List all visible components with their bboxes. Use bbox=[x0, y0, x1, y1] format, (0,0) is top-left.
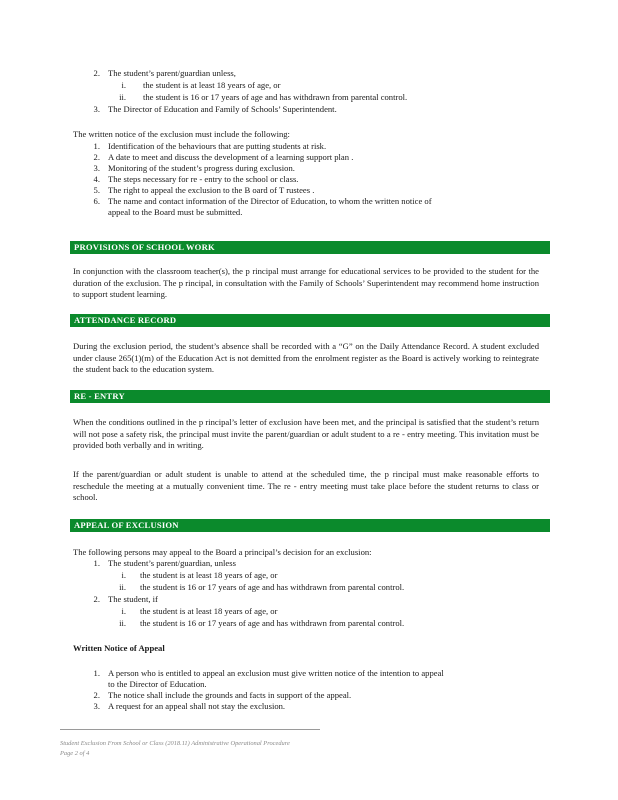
sublist-item-text: the student is 16 or 17 years of age and has withdrawn from parental control. bbox=[143, 92, 408, 102]
list-number: 2. bbox=[93, 152, 100, 162]
list-item-text: The student’s parent/guardian, unless bbox=[108, 558, 236, 568]
list-number: 1. bbox=[93, 668, 100, 678]
sublist-number: i. bbox=[121, 80, 126, 90]
sublist-item-text: the student is 16 or 17 years of age and has withdrawn from parental control. bbox=[140, 618, 405, 628]
section-heading-appeal bbox=[70, 519, 550, 532]
list-item-text: The Director of Education and Family of Schools’ Superintendent. bbox=[108, 104, 337, 114]
list-number: 2. bbox=[93, 594, 100, 604]
reentry-paragraph-1: When the conditions outlined in the p rincipal’s letter of exclusion have been met, and the principal is satisfied that the student’s return will not pose a safety risk, the principal must invite the parent/guardian or adult student to a re - entry meeting. This invitation must be provided both verbally and in writing. bbox=[73, 417, 539, 450]
list-item-text: A person who is entitled to appeal an exclusion must give written notice of the intention to appeal bbox=[108, 668, 444, 678]
list-number: 4. bbox=[93, 174, 100, 184]
list-number: 1. bbox=[93, 558, 100, 568]
section-heading-text: PROVISIONS OF SCHOOL WORK bbox=[74, 242, 215, 252]
section-heading-provisions bbox=[70, 241, 550, 254]
section-heading-attendance bbox=[70, 314, 550, 327]
list-item-text: The student, if bbox=[108, 594, 158, 604]
list-item-text: Monitoring of the student’s progress during exclusion. bbox=[108, 163, 295, 173]
sublist-number: ii. bbox=[119, 92, 126, 102]
list-item-text: A date to meet and discuss the development of a learning support plan . bbox=[108, 152, 354, 162]
sublist-item-text: the student is at least 18 years of age, or bbox=[140, 570, 278, 580]
notice-intro: The written notice of the exclusion must include the following: bbox=[73, 129, 290, 139]
footer-document-title: Student Exclusion From School or Class (2018.11) Administrative Operational Procedure bbox=[60, 740, 290, 747]
list-item-continuation: appeal to the Board must be submitted. bbox=[108, 207, 243, 217]
sublist-item-text: the student is at least 18 years of age, or bbox=[143, 80, 281, 90]
list-number: 5. bbox=[93, 185, 100, 195]
section-heading-text: APPEAL OF EXCLUSION bbox=[74, 520, 179, 530]
appeal-intro: The following persons may appeal to the Board a principal’s decision for an exclusion: bbox=[73, 547, 372, 557]
list-item-text: The name and contact information of the Director of Education, to whom the written notice of bbox=[108, 196, 432, 206]
section-heading-text: RE - ENTRY bbox=[74, 391, 125, 401]
list-item-text: The steps necessary for re - entry to the school or class. bbox=[108, 174, 299, 184]
list-number: 6. bbox=[93, 196, 100, 206]
sublist-number: i. bbox=[121, 570, 126, 580]
section-heading-text: ATTENDANCE RECORD bbox=[74, 315, 177, 325]
written-notice-heading: Written Notice of Appeal bbox=[73, 643, 165, 653]
reentry-paragraph-2: If the parent/guardian or adult student is unable to attend at the scheduled time, the p rincipal must make reasonable efforts to reschedule the meeting at a mutually convenient time. The re - entry meeting must take place before the student returns to class or school. bbox=[73, 469, 539, 502]
list-item-text: Identification of the behaviours that are putting students at risk. bbox=[108, 141, 327, 151]
list-item-text: The right to appeal the exclusion to the B oard of T rustees . bbox=[108, 185, 315, 195]
sublist-number: ii. bbox=[119, 582, 126, 592]
list-item-text: The student’s parent/guardian unless, bbox=[108, 68, 236, 78]
list-item-text: The notice shall include the grounds and facts in support of the appeal. bbox=[108, 690, 352, 700]
list-number: 1. bbox=[93, 141, 100, 151]
footer-page-number: Page 2 of 4 bbox=[60, 750, 90, 757]
list-item-text: A request for an appeal shall not stay the exclusion. bbox=[108, 701, 286, 711]
sublist-number: ii. bbox=[119, 618, 126, 628]
list-number: 3. bbox=[93, 701, 100, 711]
list-item-continuation: to the Director of Education. bbox=[108, 679, 207, 689]
sublist-item-text: the student is at least 18 years of age, or bbox=[140, 606, 278, 616]
section-heading-reentry bbox=[70, 390, 550, 403]
attendance-paragraph: During the exclusion period, the student’s absence shall be recorded with a “G” on the Daily Attendance Record. A student excluded under clause 265(1)(m) of the Education Act is not demitted from the enrolment register as the Board is actively working to reintegrate the student back to the education system. bbox=[73, 341, 539, 374]
sublist-number: i. bbox=[121, 606, 126, 616]
list-number: 3. bbox=[93, 163, 100, 173]
sublist-item-text: the student is 16 or 17 years of age and has withdrawn from parental control. bbox=[140, 582, 405, 592]
list-number: 2. bbox=[93, 68, 100, 78]
footer-divider bbox=[60, 729, 320, 730]
provisions-paragraph: In conjunction with the classroom teacher(s), the p rincipal must arrange for educational services to be provided to the student for the duration of the exclusion. The p rincipal, in consultation with the Family of Schools’ Superintendent may recommend home instruction to support student learning. bbox=[73, 266, 539, 299]
list-number: 3. bbox=[93, 104, 100, 114]
list-number: 2. bbox=[93, 690, 100, 700]
